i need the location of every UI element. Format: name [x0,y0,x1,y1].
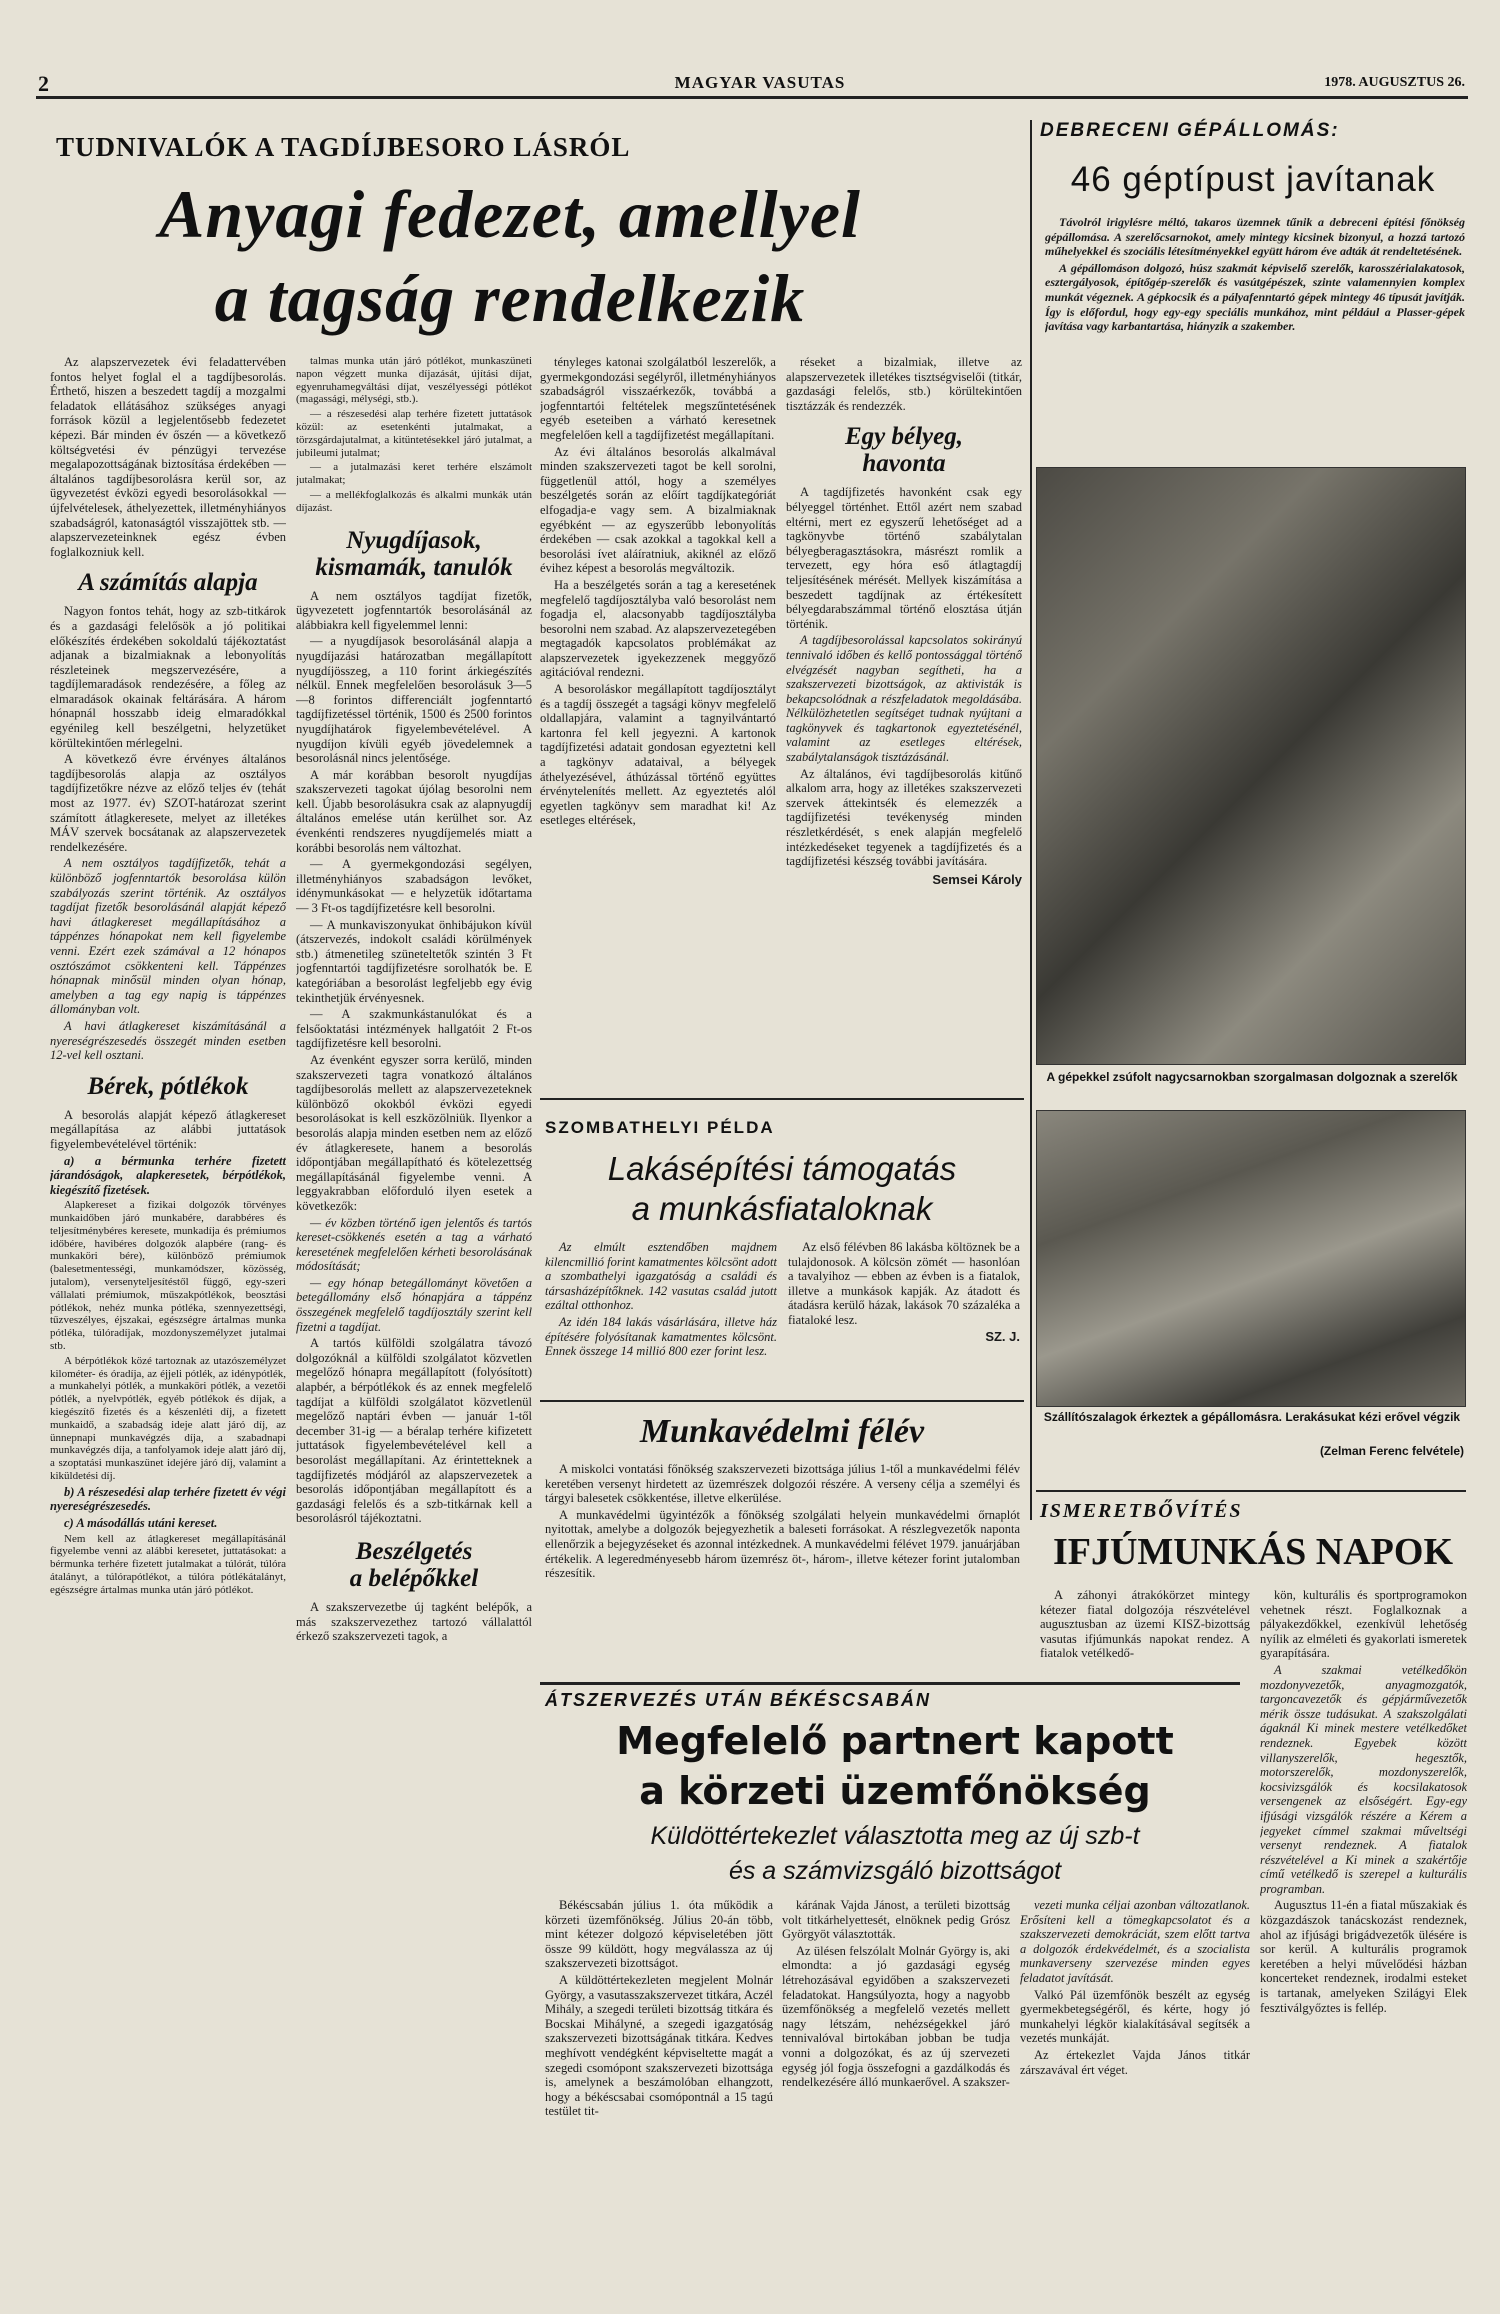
paragraph: A küldöttértekezleten megjelent Molnár György, a vasutasszakszervezet titkára, Aczél Mihály, a szegedi területi bizottság titkára és Bocskai Mihályné, a szegedi igazgatóság szakszervezeti bizottságának titkára. Kedves meghívott vendégként képviseltette magát a szegedi csomópont szakszervezeti bizottsága is, amelynek a beszámolóban elhangzott, hogy a békéscsabai csomópontnál a 15 tagú testület tit- [545,1972,773,2119]
conveyor-photo [1036,1110,1466,1407]
header-rule [36,96,1468,99]
subheading-line: kismamák, tanulók [315,553,513,581]
szombathely-column-1 [545,1240,777,1390]
paragraph: A tagdíjbesorolással kapcsolatos sokirányú tennivaló időben és kellő pontossággal történő elvégzését nagyban segítheti, ha a szakszervezeti bizottságok, az aktivisták is bekapcsolódnak a részfeladatok megoldásába. Nélkülözhetetlen segítséget tudnak nyújtani a tagkönyvek és tagkartonok egyeztetésénél, valamint az esetleges eltérések, szabálytalanságok tisztázásánál. [786,633,1022,765]
paragraph: Valkó Pál üzemfőnök beszélt az egység gyermekbetegségéről, és kérte, hogy jó munkahelyi légkör kialakításával segítsék a vezetés munkáját. [1020,1987,1250,2046]
debrecen-intro [1045,215,1465,460]
bekescsaba-column-2 [782,1898,1010,2298]
author-signature: Semsei Károly [932,871,1022,887]
ifjumunkas-kicker: ISMERETBŐVÍTÉS [1040,1500,1243,1522]
paragraph: — A gyermekgondozási segélyen, illetményhiányos szabadságon levőket, idénymunkásokat — e helyzetük időtartama — 3 Ft-os tagdíjfizetésre kell besorolni. [296,857,532,916]
column-rule [1030,120,1032,1520]
section-rule [540,1400,1024,1402]
subheading: Bérek, pótlékok [87,1072,249,1100]
subheading-line: Beszélgetés [355,1537,473,1565]
main-column-1 [50,355,286,2205]
page-number: 2 [38,71,49,96]
subheading-line: havonta [862,450,946,478]
main-headline-line2: a tagság rendelkezik [214,260,806,336]
paragraph: A gépállomáson dolgozó, húsz szakmát képviselő szerelők, karosszérialakatosok, esztergályosok, építőgép-szerelők és vasútgépészek, szinte valamennyien komplex munkát végeznek. A gépkocsik és a pályafenntartó gépek mintegy 46 típusát javítják. Így is előfordul, hogy egy-egy speciális munkához, mint például a Plasser-gépek javítása vagy karbantartása, hiányzik a szakember. [1045,260,1465,334]
paragraph: kön, kulturális és sportprogramokon vehetnek részt. Foglalkoznak a pályakezdőkkel, ezenkívül lehetőség nyílik az elméleti és gyakorlati ismeretek gyarapítására. [1260,1588,1467,1661]
paragraph: A szakszervezetbe új tagként belépők, a más szakszervezethez tartozó vállalattól érkező szakszervezeti tagok, a [296,1599,532,1644]
paragraph: Az évi általános besorolás alkalmával minden szakszervezeti tagot be kell sorolni, függetlenül attól, hogy a személyes beszélgetés során az előírt tagdíjkategóriát elfogadja-e vagy sem. A bizalmiaknak egyébként — az egyszerűbb lebonyolítás érdekében — csak azokkal a tagokkal kell a besorolási ívet aláíratniuk, akiknél az előző évihez képest a besorolás megváltozik. [540,444,776,576]
paragraph: Békéscsabán július 1. óta működik a körzeti üzemfőnökség. Július 20-án több, mint kétezer dolgozó képviseletében jött össze 99 küldött, hogy megválassza az új szakszervezeti bizottságot. [545,1898,773,1971]
subheading [296,1538,532,1592]
issue-date: 1978. AUGUSZTUS 26. [1324,75,1465,90]
paper-title: MAGYAR VASUTAS [674,73,846,92]
paragraph: A miskolci vontatási főnökség szakszervezeti bizottsága július 1-től a munkavédelmi félév keretében versenyt hirdetett az üzemrészek dolgozói részére. A verseny célja a személyi és tárgyi balesetek csökkentése, illetve elkerülése. [545,1462,1020,1506]
main-column-3 [540,355,776,1085]
workshop-photo [1036,467,1466,1065]
ifjumunkas-column-2 [1260,1588,1467,2300]
bekescsaba-column-3 [1020,1898,1250,2298]
conveyor-photo-caption: Szállítószalagok érkeztek a gépállomásra. Lerakásukat kézi erővel végzik [1043,1410,1461,1424]
paragraph: — a részesedési alap terhére fizetett juttatások közül: az esetenkénti jutalmakat, a törzsgárdajutalmat, a kitüntetésekkel járó jutalmat, a jubileumi jutalmat; [296,408,532,459]
paragraph: A havi átlagkereset kiszámításánál a nyereségrészesedés összegét minden esetben 12-vel kell osztani. [50,1018,286,1063]
szombathely-column-2 [788,1240,1020,1390]
paragraph: A szakmai vetélkedőkön mozdonyvezetők, anyagmozgatók, targoncavezetők és gépjárművezetők mérik össze tudásukat. A szakszolgálati ágaknál Ki minek mestere vetélkedőket rendeznek. Egyebek között villanyszerelők, hegesztők, motorszerelők, mozdonyszerelők, kocsivizsgálók és kocsilakatosok versengenek az elsőségért. Egy-egy ifjúsági vizsgálók részére a Kérem a jegyeket címmel szakmai műveltségi versenyt rendeznek. A fiatalok részvételével a Ki minek a szakértője című vetélkedő is szerepel a kulturális programban. [1260,1662,1467,1896]
subheading [786,423,1022,477]
bekescsaba-headline-1: Megfelelő partnert kapott [616,1719,1174,1763]
paragraph: — a nyugdíjasok besorolásánál alapja a nyugdíjazási határozatban megállapított nyugdíjösszeg, a 110 forint árkiegészítés nélkül. Ennek megfelelően besorolásuk 3—5—8 forintos differenciált jogfenntartó tagdíjfizetéssel történik, 1500 és 2500 forintos nyugdíjhatárok figyelembevételével. A nyugdíjon kívüli egyéb jövedelemnek a besorolásnál nincs jelentősége. [296,634,532,766]
subheading-line: Egy bélyeg, [844,423,963,451]
main-column-2 [296,355,532,2205]
paragraph: Az alapszervezetek évi feladattervében fontos helyet foglal el a tagdíjbesorolás. Érthető, hiszen a beszedett tagdíj a mozgalmi feladatok ellátásához szükséges anyagi források közül a legjelentősebb fedezetet képezi. Bár minden év őszén — a következő költségvetési év pénzügyi tervezése megalapozottságának biztosítása érdekében — általános tagdíjbesorolásra kerül sor, az ügyvezetést évközi egyedi besorolásokkal — újfelvételesek, áthelyezettek, illetményhiányos szabadságról, katonaságtól visszajöttek stb. — alapszervezeteinknek egész évben foglalkozniuk kell. [50,355,286,559]
paragraph: Nagyon fontos tehát, hogy az szb-titkárok és a gazdasági felelősök a jó politikai előkészítés érdekében sokoldalú tájékoztatást adjanak a bizalmiaknak a lebonyolítás részleteinek megszervezésére, a tagdíjlemaradások rendezésére, a főleg az elmaradások okainak feltárására. A három hónapnál hosszabb ideig elmaradókkal egyénileg kell beszélgetni, helyzetüket körültekintően mérlegelni. [50,604,286,750]
paragraph: A záhonyi átrakókörzet mintegy kétezer fiatal dolgozója részvételével augusztusban az üzemi KISZ-bizottság vasutas ifjúmunkás napokat rendez. A fiatalok vetélkedő- [1040,1588,1250,1661]
paragraph: A már korábban besorolt nyugdíjas szakszervezeti tagokat újólag besorolni nem kell. Újabb besorolásukra csak az alapnyugdíj általános emelése után kerülhet sor. Az évenkénti rendszeres nyugdíjemelés miatt a korábbi besorolás nem változhat. [296,767,532,855]
paragraph: Az értekezlet Vajda János titkár zárszavával ért véget. [1020,2047,1250,2077]
paragraph: Az ülésen felszólalt Molnár György is, aki elmondta: a jó gazdasági egység létrehozásával egyidőben a szakszervezeti feladatokat. Hangsúlyozta, hogy a nagyobb üzemfőnökség a megfelelő vezetés mellett nagy létszám, nehézségekkel járó tennivalóval birtokában jobban be tudja vonni a dolgozókat, és az új szervezeti egység jól fogja összefogni a gazdálkodás és rendelkezésére álló munkaerővel. A szakszer- [782,1943,1010,2090]
main-headline-line1: Anyagi fedezet, amellyel [159,176,861,252]
debrecen-kicker: DEBRECENI GÉPÁLLOMÁS: [1040,120,1340,141]
paragraph: A nem osztályos tagdíjat fizetők, ügyvezetett jogfenntartók besorolásánál az alábbiakra kell figyelemmel lenni: [296,588,532,632]
bekescsaba-deck-1: Küldöttértekezlet választotta meg az új szb-t [650,1822,1140,1850]
subheading: A számítás alapja [78,569,258,597]
paragraph: A besorolás alapját képező átlagkereset megállapítása az alábbi juttatások figyelembevételével történik: [50,1107,286,1151]
paragraph: A következő évre érvényes általános tagdíjbesorolás alapja az osztályos tagdíjfizetőkre nézve az előző teljes év (tehát most az 1977. év) SZOT-határozat szerint számított átlagkeresete, melyet az illetékes MÁV szervek bocsátanak az alapszervezetek rendelkezésére. [50,752,286,854]
szombathely-headline-2: a munkásfiataloknak [631,1190,933,1227]
bekescsaba-deck-2: és a számvizsgáló bizottságot [728,1857,1062,1885]
paragraph: vezeti munka céljai azonban változatlanok. Erősíteni kell a tömegkapcsolatot és a szakszervezeti demokráciát, szem előtt tartva a dolgozók érdekvédelmét, és a szocialista munkaverseny szervezése minden egyes feladatot javítását. [1020,1898,1250,1985]
paragraph: A besoroláskor megállapított tagdíjosztályt és a tagdíj összegét a tagsági könyv megfelelő oldallapjára, valamint a tagnyilvántartó kartonra fel kell jegyezni. A kartonok tagdíjfizetési adatait gondosan egyeztetni kell a tagkönyv adataival, a bélyegek áthelyezésével, áthúzással történő együttes érvénytelenítés mellett. Az egyeztetés alól egyetlen tagkönyv sem maradhat ki! Az esetleges eltérések, [540,682,776,828]
paragraph: a) a bérmunka terhére fizetett járandóságok, alapkeresetek, bérpótlékok, kiegészítő fizetések. [50,1153,286,1197]
section-rule [1036,1490,1466,1492]
bekescsaba-headline-2: a körzeti üzemfőnökség [639,1769,1151,1813]
paragraph: Az első félévben 86 lakásba költöznek be a tulajdonosok. A kölcsön zömét — hasonlóan a tavalyihoz — ebben az évben is a fiatalok, illetve a munkások kapják. Az átadott és átadásra kerülő házak, lakások 70 százaléka a fiataloké lesz. [788,1240,1020,1327]
szombathely-kicker: SZOMBATHELYI PÉLDA [545,1118,775,1137]
author-signature: SZ. J. [985,1328,1020,1344]
paragraph: — A szakmunkástanulókat és a felsőoktatási intézmények hallgatóit 2 Ft-os tagdíjfizetésre kell besorolni. [296,1007,532,1051]
paragraph: réseket a bizalmiak, illetve az alapszervezetek illetékes tisztségviselői (titkár, gazdasági felelős, stb.) körültekintően tisztázzák és rendezzék. [786,355,1022,413]
paragraph: kárának Vajda Jánost, a területi bizottság volt titkárhelyettesét, elnöknek pedig Grósz Györgyöt választották. [782,1898,1010,1942]
paragraph: c) A másodállás utáni kereset. [64,1516,218,1530]
paragraph: — a jutalmazási keret terhére elszámolt jutalmakat; [296,461,532,487]
paragraph: b) A részesedési alap terhére fizetett év végi nyereségrészesedés. [50,1484,286,1514]
paragraph: A tartós külföldi szolgálatra távozó dolgozóknál a külföldi szolgálatot közvetlen megelőző hónapra megállapított (folyósított) alapbér, a bérpótlékok és az ennek megfelelő tagdíjat a külföldi szolgálatot közvetlenül megelőző naptári évben — január 1-től december 31-ig — a béralap terhére kifizetett juttatások figyelembevételével kell a besorolást megállapítani. Az érintetteknek a tagdíjfizetés módjáról az alapszervezetek a besorolás időpontjában megállapított és a gazdasági felelős és a szb-titkárnak kell a besorolásról tájékoztatni. [296,1336,532,1526]
section-rule [540,1098,1024,1100]
ifjumunkas-headline: IFJÚMUNKÁS NAPOK [1052,1531,1454,1573]
paragraph: A bérpótlékok közé tartoznak az utazószemélyzet kilométer- és óradíja, az éjjeli pótlék, az idénypótlék, a munkahelyi pótlék, a munkaköri pótlék, a vezetői pótlék, a nyelvpótlék, egyéb pótlékok és díjak, a kiegészítő fizetés és a készenléti díj, a fizetett munkaidő, a szabadság ideje alatt járó díj, az ünnepnapi munkavégzés díja, a szabadnapi munkavégzés díja, a tanfolyamok ideje alatt járó díj, a szoptatási munkaszünet idejére járó díj, valamint a kiküldetési díj. [50,1354,286,1483]
subheading [296,527,532,581]
main-column-4 [786,355,1022,1085]
paragraph: Az idén 184 lakás vásárlására, illetve ház építésére folyósítanak kamatmentes kölcsönt. Ennek összege 14 millió 800 ezer forint lesz. [545,1314,777,1359]
paragraph: — a mellékfoglalkozás és alkalmi munkák után díjazást. [296,488,532,514]
main-kicker: TUDNIVALÓK A TAGDÍJBESORO LÁSRÓL [56,132,631,162]
munkavedelmi-headline: Munkavédelmi félév [639,1413,925,1450]
szombathely-headline-1: Lakásépítési támogatás [607,1150,957,1187]
paragraph: tényleges katonai szolgálatból leszerelők, a gyermekgondozási segélyről, illetményhiányos szabadságról visszaérkezők, továbbá a jogfenntartói feltételek megszűntetésének egyéb eseteiben a várható keresetnek megfelelően kell a tagdíjfizetést megállapítani. [540,355,776,442]
paragraph: — egy hónap betegállományt követően a betegállomány első hónapjára a táppénz összegének megfelelő tagdíjosztály szerint kell fizetni a tagdíjat. [296,1275,532,1334]
paragraph: — A munkaviszonyukat önhibájukon kívül (átszervezés, indokolt családi körülmények stb.) átmenetileg szüneteltetők szintén 3 Ft jogfenntartói tagdíjfizetésre sorolhatók be. E kategóriában a besorolást legfeljebb egy évig tekinthetjük érvényesnek. [296,917,532,1005]
paragraph: Távolról irigylésre méltó, takaros üzemnek tűnik a debreceni építési főnökség gépállomása. A szerelőcsarnokot, amely mintegy kicsinek bizonyul, a hozzá tartozó műhelyekkel és szociális létesítményekkel együtt három éve adták át rendeltetésének. [1045,215,1465,259]
paragraph: Az évenként egyszer sorra kerülő, minden szakszervezeti tagra vonatkozó általános tagdíjbesorolás mellett az alapszervezeteknek különböző okokból évközi egyedi besorolásokat is kell eszközölniük. Ilyenkor a besorolás alapja minden esetben nem az előző év átlagkeresete, hanem a besorolás időpontjában megállapítható és kötelezettség megállapításánál figyelembe venni. A leggyakrabban előforduló ilyen esetek a következők: [296,1052,532,1213]
photo-credit: (Zelman Ferenc felvétele) [1319,1444,1464,1458]
paragraph: Alapkereset a fizikai dolgozók törvényes munkaidőben járó munkabére, darabbéres és teljesítménybéres keresete, munkadíja és prémiumos időbére, havibéres dolgozók alapbére (rang- és munkaköri bére), különböző prémiumok (balesetmentességi, munkamódszer, közösség, jutalom), versenyteljesítéstől függő, egy-szeri vállalati prémiumok, műszakpótlékok, beosztási pótlékok, nehéz munka pótléka, szennyezettségi, tűzveszélyes, éjszakai, egészségre ártalmas munka pótléka, túlóradíjak, mozdonyszemélyzet jutalmai stb. [50,1199,286,1353]
paragraph: A munkavédelmi ügyintézők a főnökség szolgálati helyein munkavédelmi őrnaplót nyitottak, amelybe a dolgozók bejegyezhetik a baleseti forrásokat. A részlegvezetők naponta ellenőrzik a bejegyzéseket és azonnal intézkednek. A munkavédelmi félévet 1979. januárjában értékelik. A legeredményesebb három üzemrész öt-, három-, illetve kétezer forint jutalomban részesítik. [545,1507,1020,1581]
munkavedelmi-body [545,1462,1020,1602]
paragraph: — év közben történő igen jelentős és tartós kereset-csökkenés esetén a tag a várható keresetének megfelelően kérheti besorolásának módosítását; [296,1215,532,1274]
subheading-line: a belépőkkel [349,1564,479,1592]
paragraph: talmas munka után járó pótlékot, munkaszüneti napon végzett munka díjazását, újítási díjat, egyenruhamegváltási díjat, veszélyességi pótlékot (magassági, mélységi, stb.). [296,355,532,406]
paragraph: Az általános, évi tagdíjbesorolás kitűnő alkalom arra, hogy az illetékes szakszervezeti szervek áttekintsék és elemezzék a tagdíjfizetési tevékenység minden részletkérdését, s enek alapján megfelelő intézkedéseket tegyenek a tagdíjfizetés és a tagdíjfizetési készség további javítására. [786,766,1022,869]
workshop-photo-caption: A gépekkel zsúfolt nagycsarnokban szorgalmasan dolgoznak a szerelők [1046,1070,1458,1084]
paragraph: A tagdíjfizetés havonként csak egy bélyeggel történhet. Ettől azért nem szabad eltérni, mert ez egyszerű lehetőséget ad a tagkönyvbe történő szabálytalan bélyegberagasztásokra, másrészt romlik a tervezett, egy hóra eső átlagtagdíj teljesítésének mérését. Mellyek kiszámítása a beszedett tagdíjnak az értékesített bélyegdarabszámmal történő elosztása útján történik. [786,485,1022,631]
bekescsaba-kicker: ÁTSZERVEZÉS UTÁN BÉKÉSCSABÁN [545,1690,932,1710]
paragraph: Nem kell az átlagkereset megállapításánál figyelembe venni az alábbi keresetet, juttatásokat: a bérmunka terhére fizetett jutalmakat a túlórát, túlóra átalányt, a túlórapótlékot, a túlóra pótlékátalányt, egészségre ártalmas munka után járó pótlékot. [50,1532,286,1596]
ifjumunkas-column-1 [1040,1588,1250,1678]
paragraph: A nem osztályos tagdíjfizetők, tehát a különböző jogfenntartók besorolása külön szabályozás szerint történik. Az osztályos tagdíjat fizetők besorolásánál alapját képező havi átlagkereset megállapításához a táppénzes hónapokat nem kell figyelembe venni. Ezért ezek számával a 12 hónapos osztószámot csökkenteni kell. Táppénzes hónapnak minősül minden olyan hónap, amelyben a tag egy napig is táppénzes állományban volt. [50,856,286,1017]
paragraph: Az elmúlt esztendőben majdnem kilencmillió forint kamatmentes kölcsönt adott a szombathelyi igazgatóság a családi és társasházépítőknek. 142 vasutas család jutott ezáltal otthonhoz. [545,1240,777,1313]
paragraph: Augusztus 11-én a fiatal műszakiak és közgazdászok tanácskozást rendeznek, ahol az ifjúsági brigádvezetők ülésére is sor kerül. A kulturális programok keretében a helyi művelődési házban koncerteket rendeznek, irodalmi esteket is tartanak, amelyeken Szilágyi Elek fesztiválgyőztes is fellép. [1260,1898,1467,2015]
bekescsaba-column-1 [545,1898,773,2298]
paragraph: Ha a beszélgetés során a tag a keresetének megfelelő tagdíjosztályba való besorolást nem fogadja el, alacsonyabb tagdíjosztályba besorolni nem szabad. Az alapszervezetegében megtagadók kapcsolatos problémákat az alapszervezetek igyekezzenek meggyőző agitációval rendezni. [540,577,776,680]
debrecen-headline: 46 géptípust javítanak [1070,160,1436,199]
subheading-line: Nyugdíjasok, [346,526,482,554]
section-rule [540,1682,1240,1685]
